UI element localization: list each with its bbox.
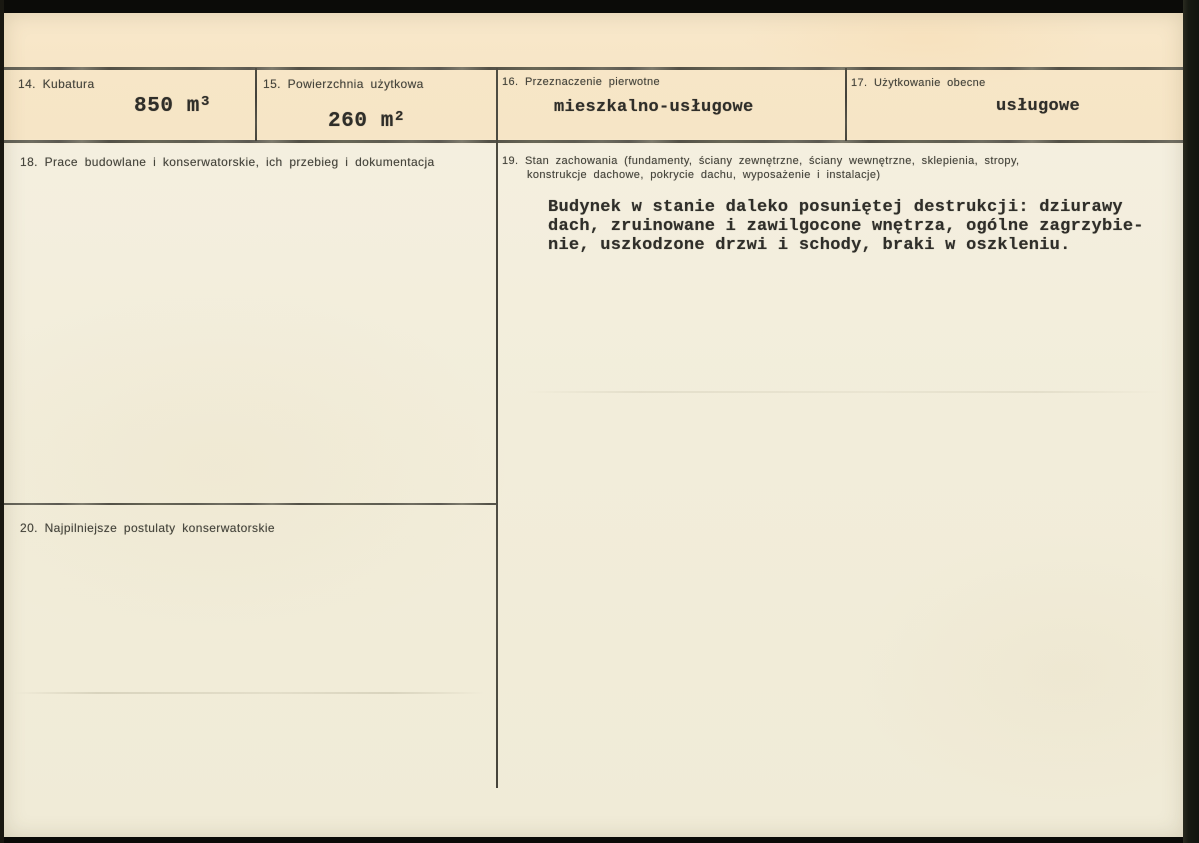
record-card-paper xyxy=(4,13,1183,837)
paper-crease-right xyxy=(524,391,1164,393)
divider-field14-field15 xyxy=(255,68,257,141)
divider-left-right-column xyxy=(496,68,498,788)
section-19-label-line2: konstrukcje dachowe, pokrycie dachu, wyposażenie i instalacje) xyxy=(527,169,881,181)
field-15-value-text: 260 m xyxy=(328,110,395,133)
header-bottom-rule xyxy=(4,140,1183,143)
field-14-value xyxy=(134,92,209,118)
section-19-typed-text xyxy=(548,199,1144,255)
field-16-value: mieszkalno-usługowe xyxy=(554,98,754,117)
field-17-label: 17. Użytkowanie obecne xyxy=(851,77,986,89)
section-19-typed-line-2: dach, zruinowane i zawilgocone wnętrza, ogólne zagrzybie- xyxy=(548,216,1144,236)
field-16-label: 16. Przeznaczenie pierwotne xyxy=(502,76,661,88)
section-19-typed-line-1: Budynek w stanie daleko posuniętej destrukcji: dziurawy xyxy=(548,198,1123,217)
scan-edge-left xyxy=(0,0,4,843)
header-top-rule xyxy=(4,67,1183,70)
section-20-label: 20. Najpilniejsze postulaty konserwatorskie xyxy=(20,521,275,535)
scan-edge-top xyxy=(0,0,1199,13)
field-14-value-text: 850 m xyxy=(134,95,201,118)
paper-crease-left xyxy=(14,692,484,694)
scan-edge-right xyxy=(1183,0,1199,843)
divider-field16-field17 xyxy=(845,68,847,141)
field-15-value-exponent: 2 xyxy=(395,109,405,125)
field-15-label: 15. Powierzchnia użytkowa xyxy=(263,77,424,91)
field-14-label: 14. Kubatura xyxy=(18,77,95,91)
field-14-value-exponent: 3 xyxy=(201,94,211,110)
field-15-value xyxy=(328,107,403,133)
section-19-typed-line-3: nie, uszkodzone drzwi i schody, braki w oszkleniu. xyxy=(548,235,1071,255)
scan-edge-bottom xyxy=(0,837,1199,843)
field-17-value: usługowe xyxy=(996,97,1081,116)
divider-section18-section20 xyxy=(4,503,496,505)
section-19-label-line1: 19. Stan zachowania (fundamenty, ściany zewnętrzne, ściany wewnętrzne, sklepienia, stropy, xyxy=(502,155,1020,167)
section-18-label: 18. Prace budowlane i konserwatorskie, ich przebieg i dokumentacja xyxy=(20,155,435,169)
